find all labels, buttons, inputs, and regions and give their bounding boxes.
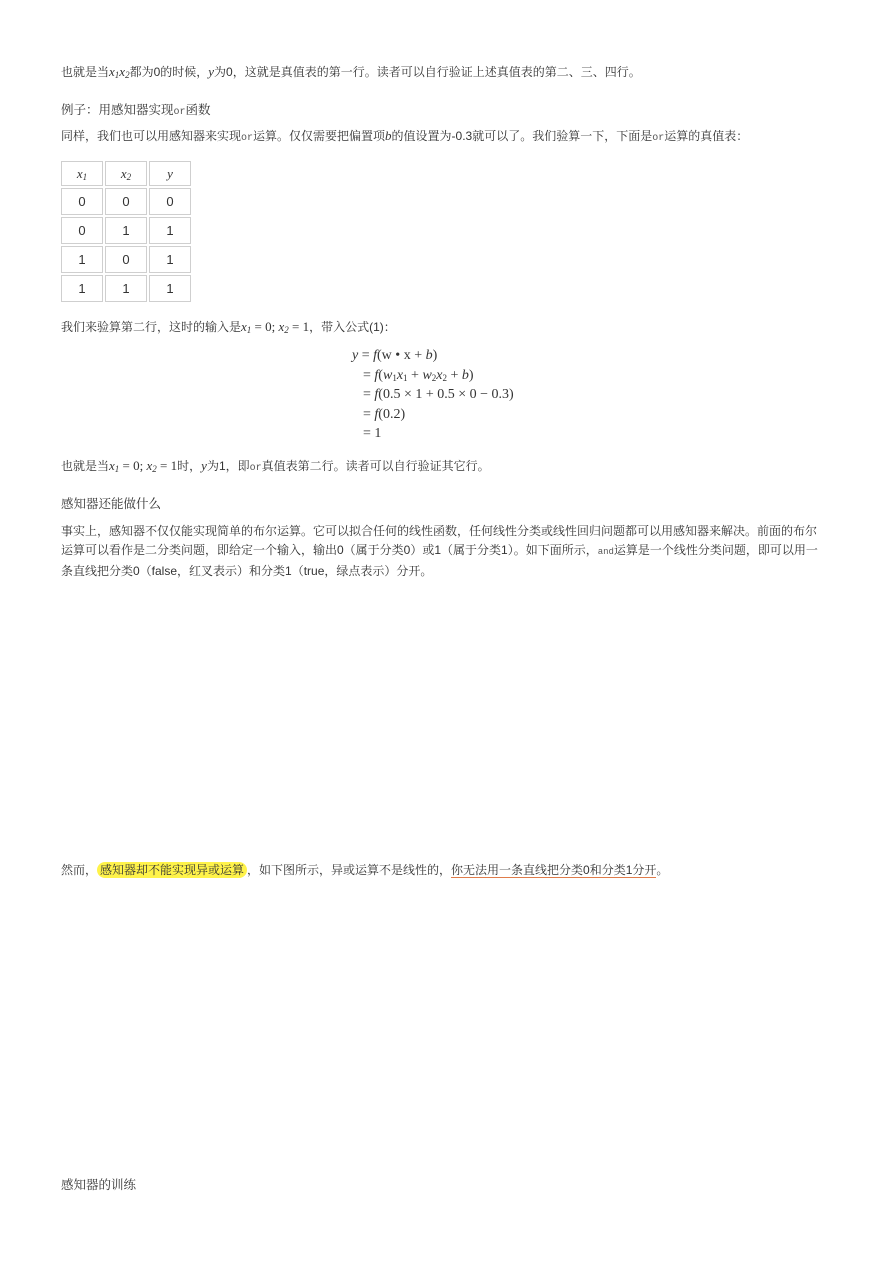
text: 也就是当 [61, 65, 110, 79]
highlighted-text: 感知器却不能实现异或运算 [97, 862, 247, 878]
equation-line: = 1 [363, 426, 382, 442]
inline-code: or [173, 107, 186, 118]
text: 运算的真值表： [664, 129, 749, 143]
table-cell: 0 [105, 246, 147, 273]
text: 运算可以看作是二分类问题，即给定一个输入，输出0（属于分类0）或1（属于分类1）。如下面所示， [61, 543, 598, 557]
xor-figure-placeholder [61, 890, 836, 1165]
header-y: y [149, 161, 191, 186]
table-cell: 0 [105, 188, 147, 215]
text: 也就是当 [61, 459, 110, 473]
and-figure-placeholder [61, 585, 836, 850]
text-line: 条直线把分类0（false，红叉表示）和分类1（true，绿点表示）分开。 [61, 564, 433, 578]
table-cell: 1 [105, 275, 147, 302]
inline-code: or [241, 133, 254, 144]
table-cell: 1 [149, 246, 191, 273]
paragraph-linear-classification [61, 522, 836, 581]
header-x2: $x_2$ [105, 161, 147, 186]
text: 我们来验算第二行，这时的输入是 [61, 320, 242, 334]
table-cell: 0 [61, 217, 103, 244]
equation-block [352, 346, 514, 444]
table-row [61, 217, 191, 244]
math-x1x2: $x_1x_2$ [109, 64, 130, 80]
math-y: y [208, 64, 215, 79]
table-row [61, 188, 191, 215]
heading-text: 函数 [185, 103, 211, 117]
text-line [61, 541, 836, 562]
table-cell: 1 [61, 246, 103, 273]
heading-what-else: 感知器还能做什么 [61, 497, 162, 511]
text: 都为0的时候， [129, 65, 209, 79]
table-row [61, 275, 191, 302]
header-x1: $x_1$ [61, 161, 103, 186]
inline-code: or [652, 133, 665, 144]
equation-line: = f(0.2) [363, 406, 406, 422]
math-inputs: $x_1 = 0$; $x_2 = 1$ [241, 319, 310, 335]
paragraph-or-intro [61, 127, 748, 148]
table-cell: 1 [61, 275, 103, 302]
equation-line: = $f(w_1x_1 + w_2x_2 + b)$ [363, 367, 474, 383]
text: ，带入公式(1)： [309, 320, 396, 334]
text: 为1，即 [206, 459, 250, 473]
equation-line: y = f(w • x + b) [352, 348, 438, 363]
math-inputs: $x_1 = 0$; $x_2 = 1$ [109, 458, 178, 474]
heading-text: 例子：用感知器实现 [61, 103, 174, 117]
text: 运算是一个线性分类问题，即可以用一 [613, 543, 818, 557]
heading-or-example [61, 100, 211, 118]
text: 运算。仅仅需要把偏置项 [253, 129, 386, 143]
underlined-text: 你无法用一条直线把分类0和分类1分开 [451, 863, 657, 877]
paragraph-row2-result [61, 457, 490, 478]
table-cell: 0 [61, 188, 103, 215]
inline-code: and [597, 547, 614, 557]
inline-code: or [249, 463, 262, 474]
text-line: 事实上，感知器不仅仅能实现简单的布尔运算。它可以拟合任何的线性函数，任何线性分类或线性回归问题都可以用感知器来解决。前面的布尔 [61, 524, 818, 538]
table-cell: 0 [149, 188, 191, 215]
table-cell: 1 [149, 275, 191, 302]
text: 同样，我们也可以用感知器来实现 [61, 129, 242, 143]
table-cell: 1 [149, 217, 191, 244]
heading-training: 感知器的训练 [61, 1178, 137, 1192]
table-header-row [61, 161, 191, 186]
text: 。 [656, 863, 669, 877]
math-b: b [385, 128, 392, 143]
text: 的值设置为-0.3就可以了。我们验算一下，下面是 [391, 129, 653, 143]
text: 为0，这就是真值表的第一行。读者可以自行验证上述真值表的第二、三、四行。 [214, 65, 641, 79]
math-y: y [201, 458, 207, 473]
text: 时， [177, 459, 202, 473]
text: ，如下图所示，异或运算不是线性的， [247, 863, 452, 877]
paragraph-verify-row2 [61, 318, 396, 336]
or-truth-table [59, 159, 193, 304]
text: 真值表第二行。读者可以自行验证其它行。 [261, 459, 490, 473]
table-row [61, 246, 191, 273]
table-cell: 1 [105, 217, 147, 244]
equation-line: = f(0.5 × 1 + 0.5 × 0 − 0.3) [363, 387, 514, 403]
text: 然而， [61, 863, 98, 877]
paragraph-xor-first-row [61, 63, 641, 81]
paragraph-xor-nonlinear [61, 861, 668, 879]
